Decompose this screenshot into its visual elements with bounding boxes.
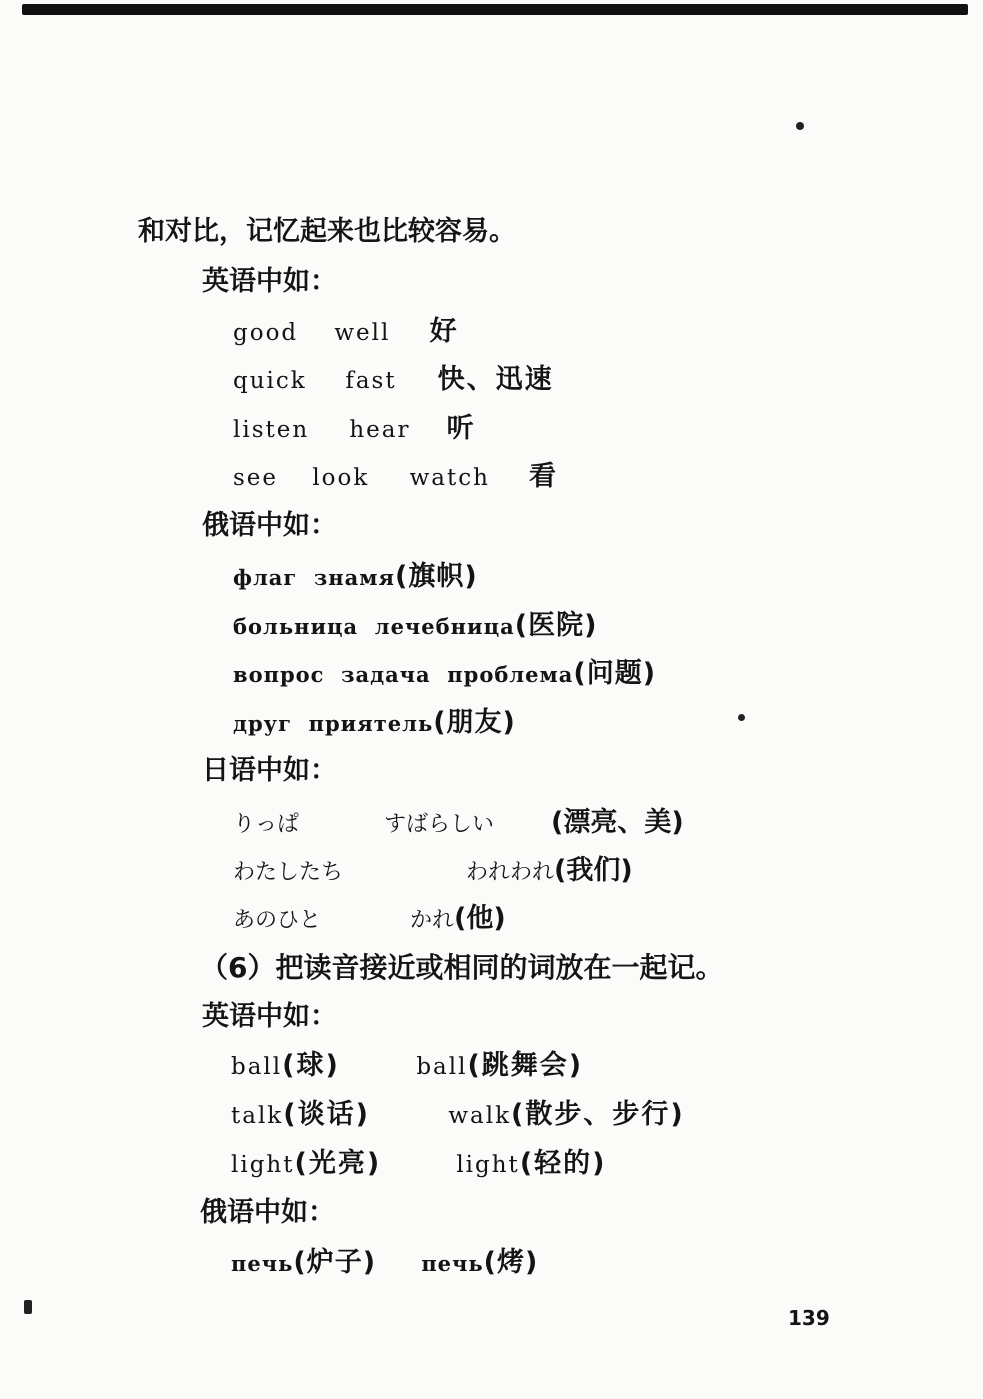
word-pair-a	[231, 1249, 413, 1276]
japanese-example-row	[233, 857, 633, 884]
word: fast	[345, 368, 397, 394]
word-pair-a	[231, 1101, 439, 1128]
word: talk	[231, 1103, 284, 1129]
page-number: 139	[788, 1306, 830, 1330]
meaning: (我们)	[554, 855, 633, 886]
russian-example-row	[233, 709, 516, 736]
english-example-row	[233, 318, 459, 345]
word-pair-b	[448, 1101, 684, 1128]
meaning: 快、迅速	[437, 364, 554, 395]
word: わたしたち	[233, 860, 344, 885]
scan-speck	[738, 714, 745, 721]
intro-line: 和对比，记忆起来也比较容易。	[138, 216, 516, 247]
english-heading: 英语中如：	[202, 266, 337, 297]
meaning: 好	[429, 316, 459, 347]
meaning: (轻的)	[519, 1148, 607, 1179]
russian-example-row	[233, 563, 478, 590]
word: look	[312, 465, 370, 491]
word: watch	[409, 465, 490, 491]
word: light	[456, 1152, 520, 1178]
russian-heading-2: 俄语中如：	[200, 1197, 335, 1228]
meaning: (光亮)	[294, 1148, 382, 1179]
word: ball	[416, 1054, 468, 1080]
russian-homophone-row	[231, 1249, 538, 1276]
scan-speck	[796, 122, 804, 130]
top-rule	[22, 4, 968, 15]
word: われわれ	[466, 860, 555, 885]
word: かれ	[410, 908, 455, 933]
homophone-row	[231, 1150, 607, 1177]
word: listen	[233, 417, 310, 443]
japanese-example-row	[233, 905, 506, 932]
word: walk	[448, 1103, 512, 1129]
japanese-example-row	[233, 809, 684, 836]
meaning: (跳舞会)	[467, 1050, 584, 1081]
meaning: (球)	[282, 1050, 340, 1081]
meaning: (散步、步行)	[511, 1099, 685, 1130]
english-example-row	[233, 366, 554, 393]
meaning: (旗帜)	[394, 561, 478, 592]
word: good	[233, 320, 299, 346]
words: вопрос задача проблема	[233, 662, 574, 687]
meaning: (医院)	[514, 610, 598, 641]
word: печь	[231, 1251, 294, 1276]
word: печь	[421, 1251, 484, 1276]
word-pair-b	[421, 1249, 538, 1276]
words: флаг знамя	[233, 565, 395, 590]
scan-speck	[24, 1300, 32, 1314]
word: light	[231, 1152, 295, 1178]
word: りっぱ	[233, 812, 300, 837]
word: あのひと	[233, 908, 322, 933]
meaning: 看	[528, 461, 558, 492]
japanese-heading: 日语中如：	[202, 755, 337, 786]
english-example-row	[233, 415, 476, 442]
word: see	[233, 465, 279, 491]
word-pair-a	[231, 1150, 447, 1177]
meaning: (问题)	[573, 658, 657, 689]
russian-example-row	[233, 612, 597, 639]
word: well	[334, 320, 391, 346]
words: друг приятель	[233, 711, 434, 736]
homophone-row	[231, 1101, 685, 1128]
word: すばらしい	[384, 812, 495, 837]
russian-example-row	[233, 660, 656, 687]
word-pair-b	[416, 1052, 583, 1079]
word: hear	[349, 417, 411, 443]
section-6-title: （6）把读音接近或相同的词放在一起记。	[200, 951, 724, 984]
words: больница лечебница	[233, 614, 515, 639]
meaning: (他)	[454, 903, 506, 934]
meaning: (炉子)	[293, 1247, 377, 1278]
word: ball	[231, 1054, 283, 1080]
homophone-row	[231, 1052, 583, 1079]
word: quick	[233, 368, 307, 394]
meaning: (谈话)	[283, 1099, 370, 1130]
word-pair-b	[456, 1150, 606, 1177]
english-heading-2: 英语中如：	[202, 1001, 337, 1032]
meaning: 听	[446, 413, 476, 444]
word-pair-a	[231, 1052, 407, 1079]
meaning: (烤)	[483, 1247, 539, 1278]
russian-heading: 俄语中如：	[202, 510, 337, 541]
meaning: (漂亮、美)	[551, 807, 684, 838]
meaning: (朋友)	[433, 707, 516, 738]
english-example-row	[233, 463, 558, 490]
